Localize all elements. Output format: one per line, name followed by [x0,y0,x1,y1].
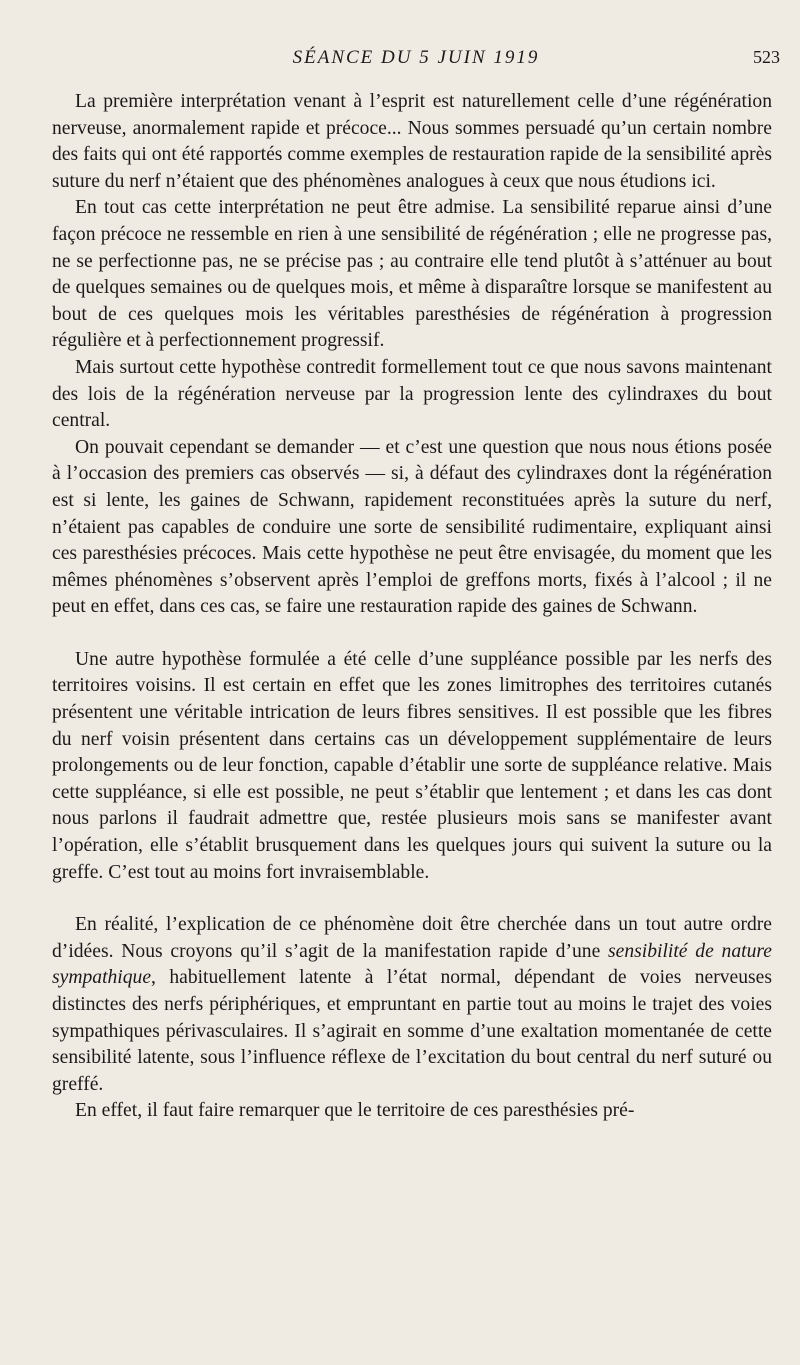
page-header [52,47,780,75]
body-text [52,89,772,1125]
paragraph-2: En tout cas cette interprétation ne peut être admise. La sensibilité reparue ainsi d’une façon précoce ne ressemble en rien à une sensibilité de régénération ; elle ne progresse pas, ne se perfectionne pas, ne se précise pas ; au contraire elle tend plutôt à s’atténuer au bout de quelques semaines ou de quelques mois, et même à disparaître lorsque se manifestent au bout de ces quelques mois les véritables paresthésies de régénération à progression régulière et à perfectionnement progressif. [52,197,772,352]
paragraph-6-emphasis: sensibilité de nature sympathique [52,940,772,989]
paragraph-7: En effet, il faut faire remarquer que le territoire de ces paresthésies pré- [75,1100,635,1122]
paragraph-1: La première interprétation venant à l’esprit est naturellement celle d’une régénération nerveuse, anormalement rapide et précoce... Nous sommes persuadé qu’un certain nombre des faits qui ont été rapportés comme exemples de restauration rapide de la sensibilité après suture du nerf n’étaient que des phénomènes analogues à ceux que nous étudions ici. [52,91,772,192]
paragraph-6 [52,912,772,1098]
paragraph-6-start: En réalité, l’explication de ce phénomène doit être cherchée dans un tout autre ordre d’idées. Nous croyons qu’il s’agit de la manifestation rapide d’une [52,914,772,962]
paragraph-6-end: , habituellement latente à l’état normal, dépendant de voies nerveuses distinctes des nerfs périphériques, et empruntant en partie tout au moins le trajet des voies sympathiques périvasculaires. Il s’agirait en somme d’une exaltation momentanée de cette sensibilité latente, sous l’influence réflexe de l’excitation du bout central du nerf suturé ou greffé. [52,967,772,1095]
running-head: SÉANCE DU 5 JUIN 1919 [292,47,540,68]
page-number: 523 [753,47,780,67]
paragraph-3: Mais surtout cette hypothèse contredit formellement tout ce que nous savons maintenant des lois de la régénération nerveuse par la progression lente des cylindraxes du bout central. [52,356,772,432]
paragraph-5: Une autre hypothèse formulée a été celle d’une suppléance possible par les nerfs des territoires voisins. Il est certain en effet que les zones limitrophes des territoires cutanés présentent une véritable intrication de leurs fibres sensitives. Il est possible que les fibres du nerf voisin présentent dans certains cas un développement supplémentaire de leurs prolongements ou de leur fonction, capable d’établir une sorte de suppléance relative. Mais cette suppléance, si elle est possible, ne peut s’établir que lentement ; et dans les cas dont nous parlons il faudrait admettre que, restée plusieurs mois sans se manifester avant l’opération, elle s’établit brusquement dans les quelques jours qui suivent la suture ou la greffe. C’est tout au moins fort invraisemblable. [52,648,772,883]
paragraph-4: On pouvait cependant se demander — et c’est une question que nous nous étions posée à l’occasion des premiers cas observés — si, à défaut des cylindraxes dont la régénération est si lente, les gaines de Schwann, rapidement reconstituées après la suture du nerf, n’étaient pas capables de conduire une sorte de sensibilité rudimentaire, expliquant ainsi ces paresthésies précoces. Mais cette hypothèse ne peut être envisagée, du moment que les mêmes phénomènes s’observent après l’emploi de greffons morts, fixés à l’alcool ; il ne peut en effet, dans ces cas, se faire une restauration rapide des gaines de Schwann. [52,436,772,618]
